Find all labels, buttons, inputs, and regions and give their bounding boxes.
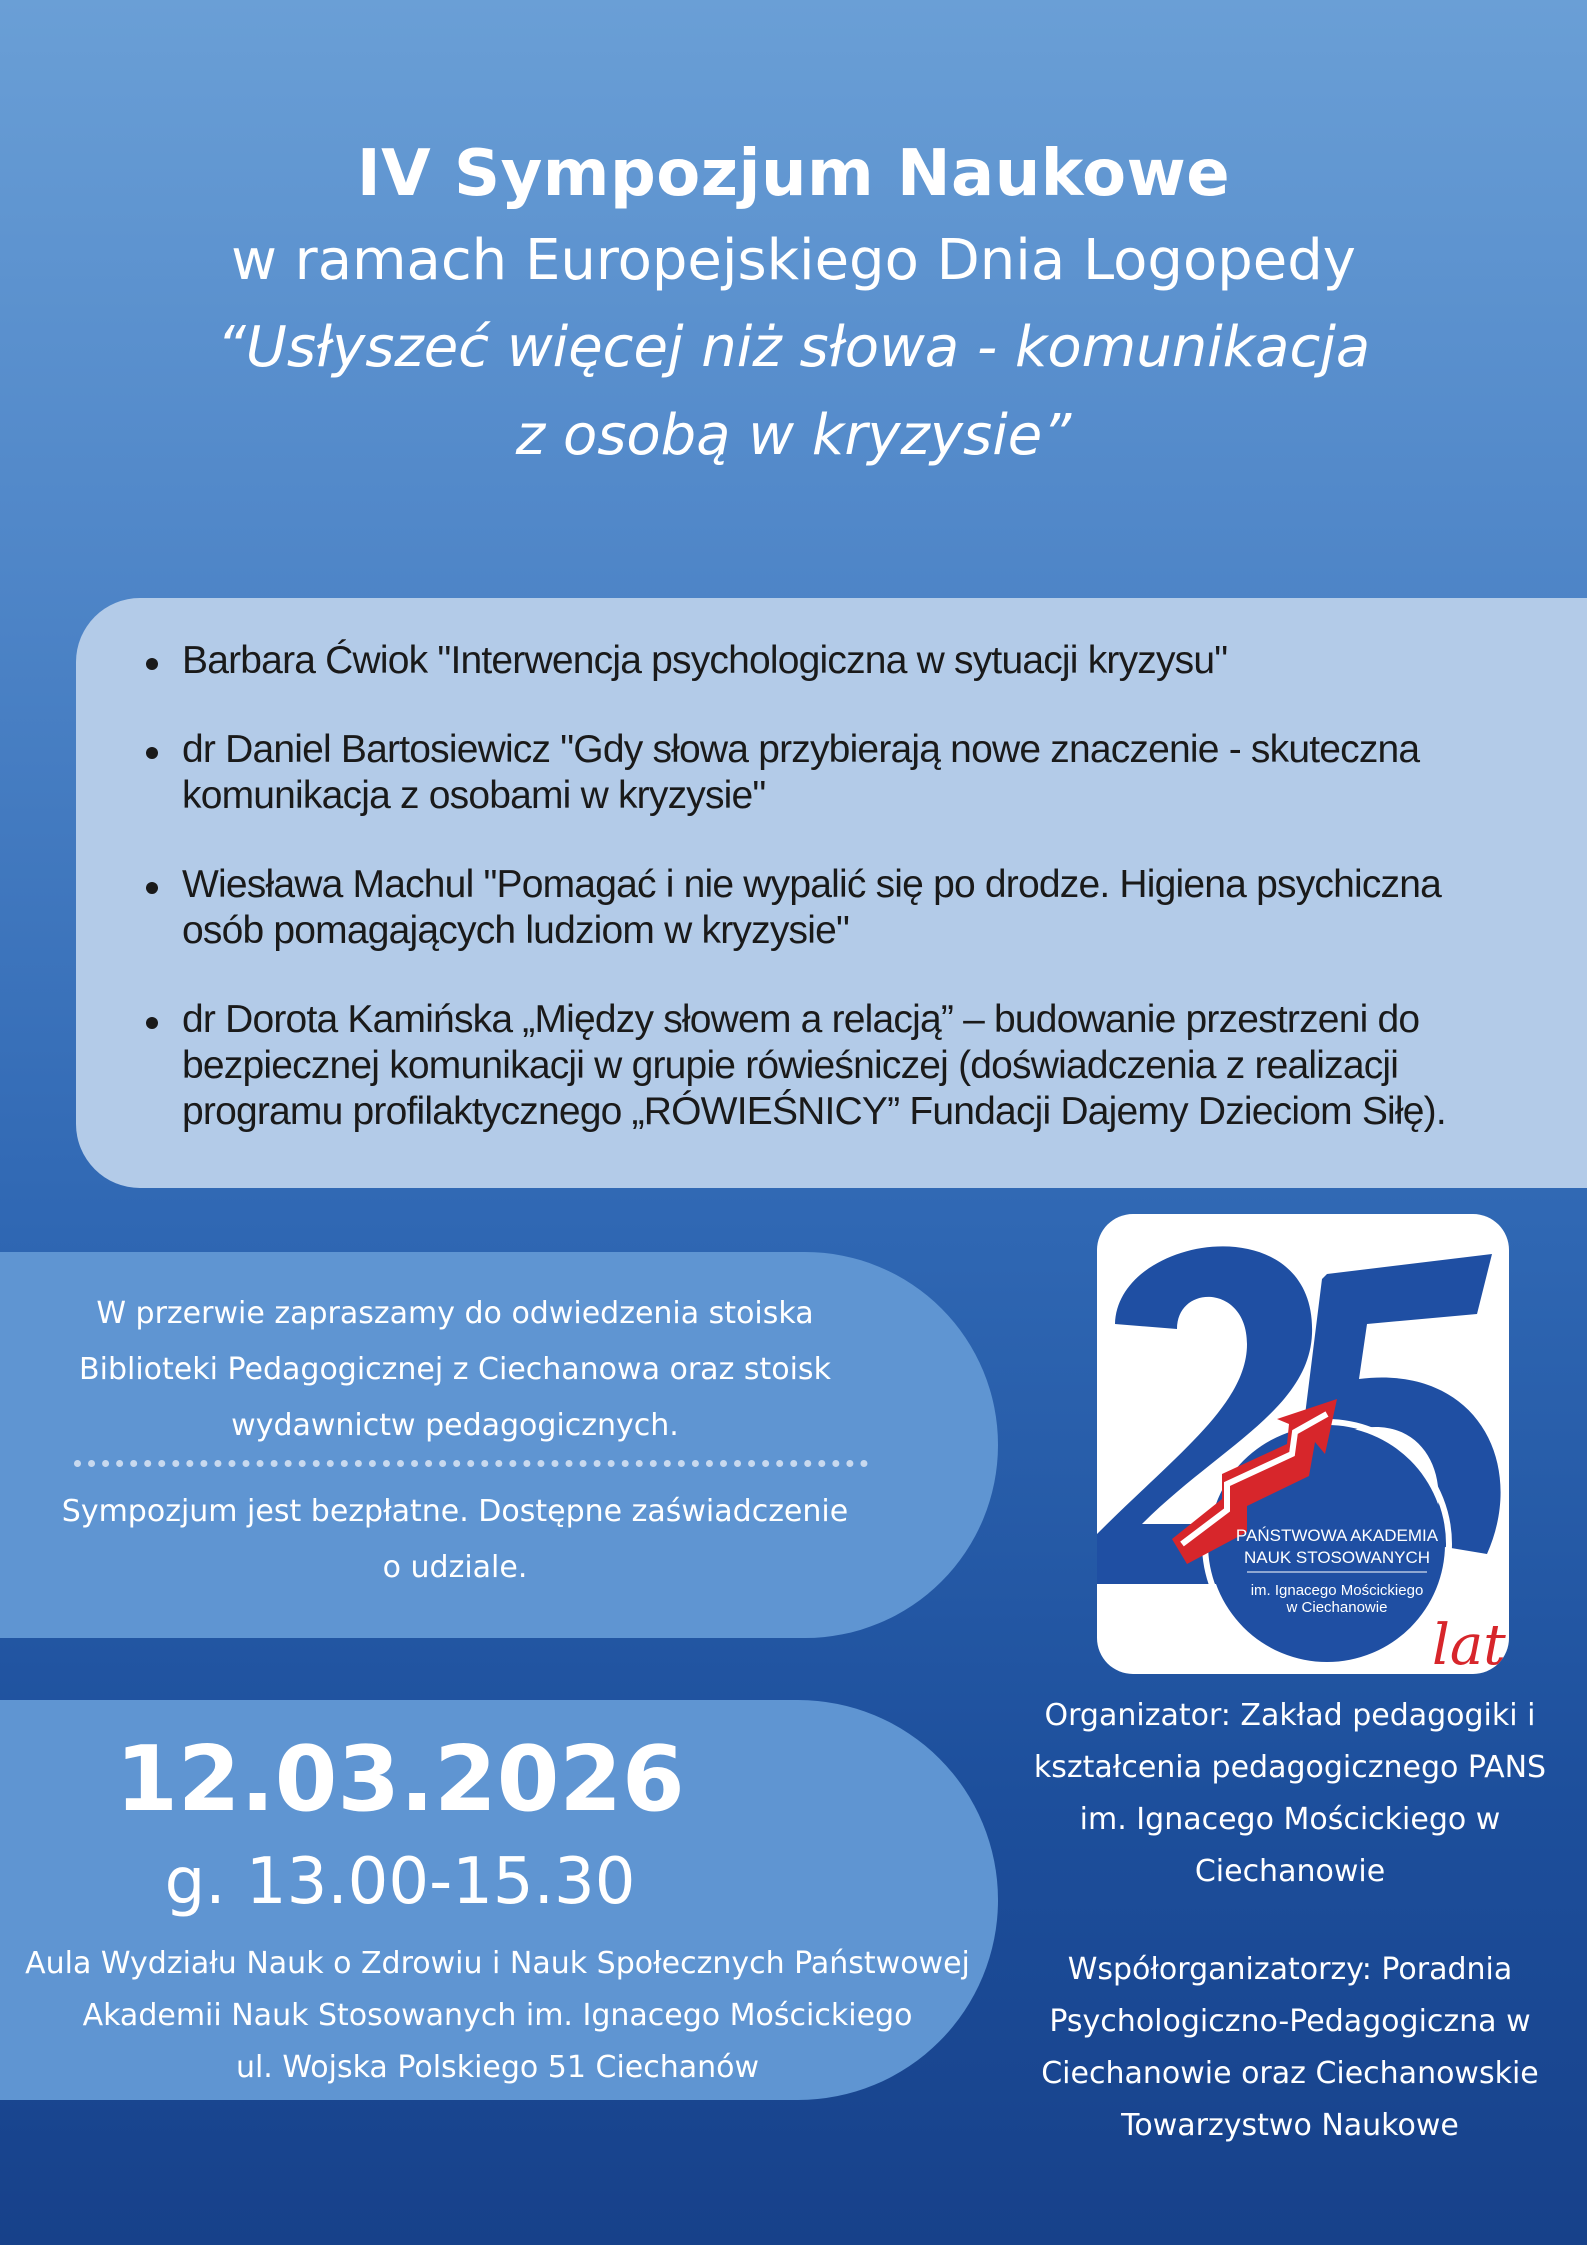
coorganizer-line: Towarzystwo Naukowe (1121, 2108, 1459, 2143)
speaker-line: programu profilaktycznego „RÓWIEŚNICY” Fundacji Dajemy Dzieciom Siłę). (182, 1090, 1446, 1133)
speaker-line: dr Dorota Kamińska „Między słowem a relacją” – budowanie przestrzeni do (182, 998, 1420, 1041)
speaker-line: bezpiecznej komunikacji w grupie rówieśniczej (doświadczenia z realizacji (182, 1044, 1399, 1087)
speaker-line: komunikacja z osobami w kryzysie" (182, 774, 766, 817)
bullet-icon (146, 747, 158, 759)
bullet-icon (146, 882, 158, 894)
organizer-line: im. Ignacego Mościckiego w (1079, 1802, 1501, 1837)
speaker-line: Barbara Ćwiok "Interwencja psychologiczna w sytuacji kryzysu" (182, 639, 1228, 682)
logo-suffix: lat (1432, 1613, 1506, 1674)
logo-text-line2: NAUK STOSOWANYCH (1243, 1548, 1431, 1567)
event-venue (10, 1938, 985, 2094)
break-line: wydawnictw pedagogicznych. (231, 1408, 679, 1443)
organizer-line: Organizator: Zakład pedagogiki i (1044, 1698, 1536, 1733)
break-info (40, 1286, 870, 1454)
coorganizer-line: Ciechanowie oraz Ciechanowskie (1041, 2056, 1539, 2091)
venue-line: ul. Wojska Polskiego 51 Ciechanów (235, 2050, 760, 2085)
break-line: Biblioteki Pedagogicznej z Ciechanowa oraz stoisk (79, 1352, 831, 1387)
speaker-item (146, 638, 1547, 684)
page-subtitle: w ramach Europejskiego Dnia Logopedy (231, 228, 1356, 293)
info-panel (0, 1252, 998, 1638)
speaker-line: Wiesława Machul "Pomagać i nie wypalić się po drodze. Higiena psychiczna (182, 863, 1442, 906)
organizer-line: Ciechanowie (1194, 1854, 1386, 1889)
organizer-block (1010, 1690, 1570, 1898)
logo-text-line1: PAŃSTWOWA AKADEMIA (1235, 1526, 1439, 1545)
event-panel (0, 1700, 998, 2100)
break-line: W przerwie zapraszamy do odwiedzenia stoiska (96, 1296, 814, 1331)
header (0, 130, 1587, 480)
coorganizer-line: Współorganizatorzy: Poradnia (1067, 1952, 1513, 1987)
speaker-line: dr Daniel Bartosiewicz "Gdy słowa przybierają nowe znaczenie - skuteczna (182, 728, 1420, 771)
anniversary-logo (1097, 1214, 1509, 1674)
dotted-divider (74, 1460, 868, 1467)
coorganizer-line: Psychologiczno-Pedagogiczna w (1049, 2004, 1531, 2039)
speaker-item (146, 997, 1547, 1135)
venue-line: Akademii Nauk Stosowanych im. Ignacego Mościckiego (82, 1998, 913, 2033)
speakers-list (146, 638, 1547, 1135)
logo-text-line3: im. Ignacego Mościckiego (1250, 1582, 1424, 1599)
logo-graphic (1097, 1214, 1509, 1674)
free-line: Sympozjum jest bezpłatne. Dostępne zaświadczenie (61, 1494, 849, 1529)
organizer-line: kształcenia pedagogicznego PANS (1033, 1750, 1547, 1785)
bullet-icon (146, 658, 158, 670)
motto-line-2: z osobą w kryzysie” (515, 403, 1072, 468)
event-date: 12.03.2026 (115, 1727, 685, 1832)
free-line: o udziale. (382, 1550, 528, 1585)
venue-line: Aula Wydziału Nauk o Zdrowiu i Nauk Społecznych Państwowej (25, 1946, 970, 1981)
coorganizers-block (1010, 1944, 1570, 2152)
motto-line-1: “Usłyszeć więcej niż słowa - komunikacja (216, 315, 1371, 380)
speaker-item (146, 727, 1547, 819)
logo-text-line4: w Ciechanowie (1286, 1599, 1388, 1616)
bullet-icon (146, 1017, 158, 1029)
page-title: IV Sympozjum Naukowe (356, 137, 1231, 211)
speaker-item (146, 862, 1547, 954)
free-info (30, 1484, 880, 1596)
event-time: g. 13.00-15.30 (164, 1845, 636, 1919)
speakers-panel (76, 598, 1587, 1188)
speaker-line: osób pomagających ludziom w kryzysie" (182, 909, 850, 952)
